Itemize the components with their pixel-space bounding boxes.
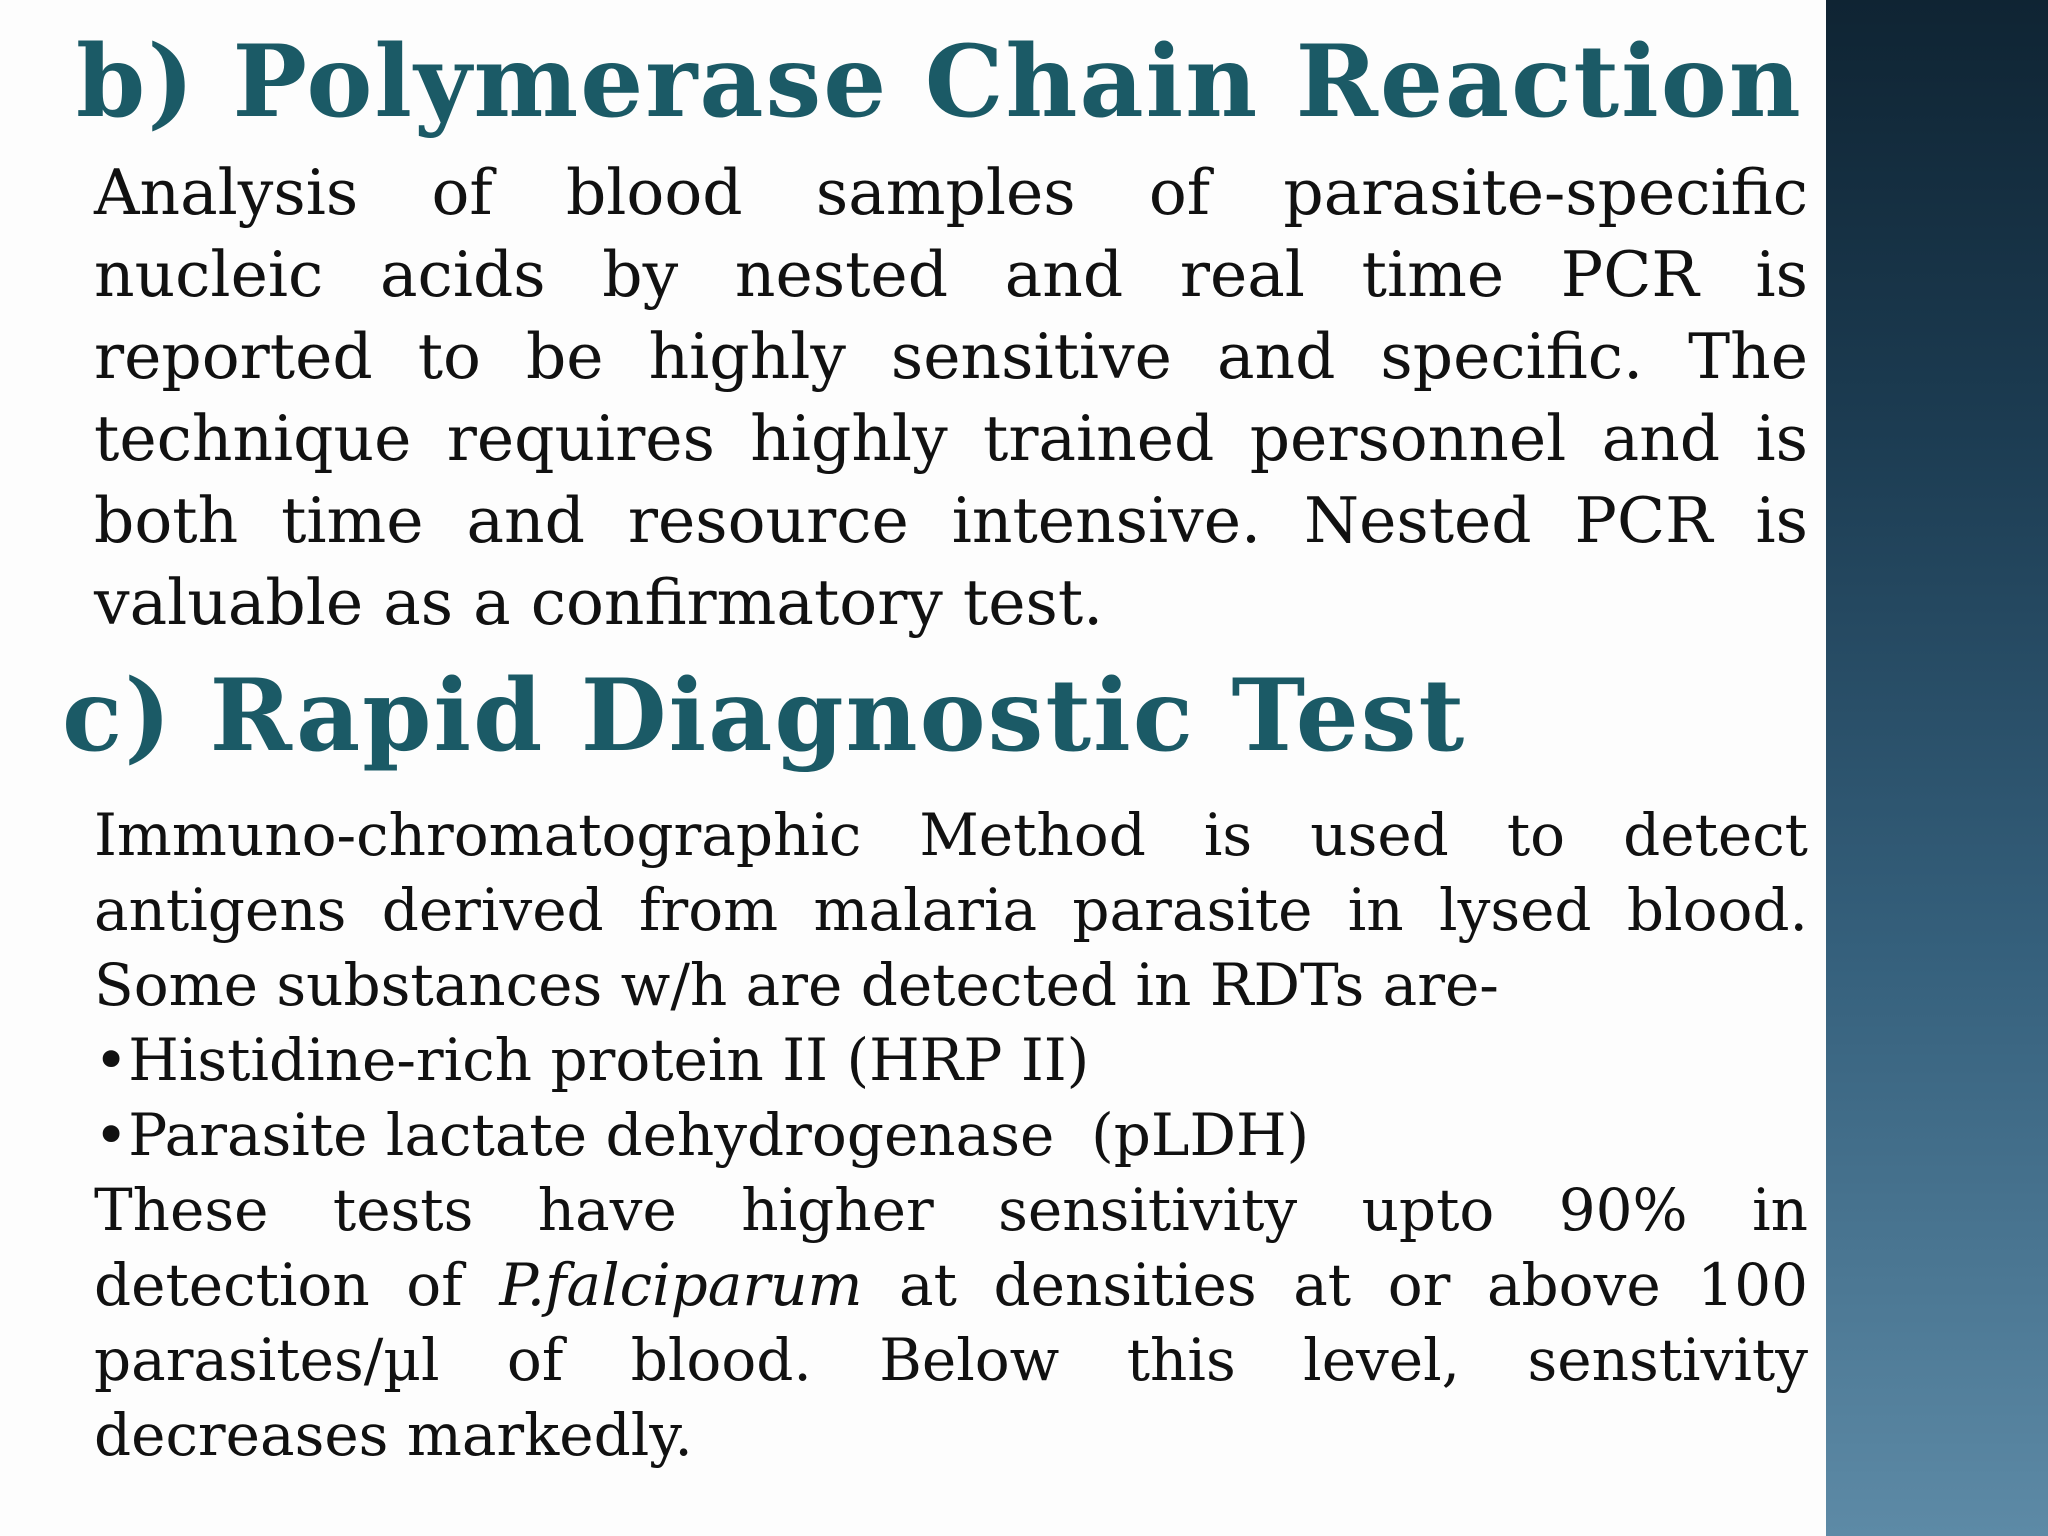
detection-line — [94, 1248, 1808, 1323]
detection-prefix: detection of — [94, 1251, 500, 1319]
threshold-line: parasites/µl of blood. Below this level, senstivity — [94, 1326, 1808, 1394]
bullet-item — [94, 1098, 1808, 1173]
species-name: P.falciparum — [499, 1251, 863, 1319]
bullet-text: Parasite lactate dehydrogenase (pLDH) — [128, 1101, 1310, 1169]
rdt-intro-line: antigens derived from malaria parasite in lysed blood. — [94, 876, 1808, 944]
pcr-line: nucleic acids by nested and real time PCR is — [94, 238, 1808, 311]
rdt-intro-line: Immuno-chromatographic Method is used to detect — [94, 801, 1808, 869]
bullet-text: Histidine-rich protein II (HRP II) — [128, 1026, 1090, 1094]
pcr-line: Analysis of blood samples of parasite-specific — [94, 156, 1808, 229]
rdt-intro-line: Some substances w/h are detected in RDTs are- — [94, 951, 1499, 1019]
bullet-icon: • — [94, 1026, 129, 1094]
pcr-paragraph — [94, 152, 1808, 644]
bullet-item — [94, 1023, 1808, 1098]
rdt-heading: c) Rapid Diagnostic Test — [62, 658, 1467, 774]
rdt-paragraph — [94, 798, 1808, 1473]
bullet-icon: • — [94, 1101, 129, 1169]
closing-line: decreases markedly. — [94, 1401, 693, 1469]
side-gradient-band — [1826, 0, 2048, 1536]
pcr-line: both time and resource intensive. Nested PCR is — [94, 484, 1808, 557]
pcr-line: technique requires highly trained personnel and is — [94, 402, 1808, 475]
pcr-heading: b) Polymerase Chain Reaction — [76, 24, 1803, 140]
detection-suffix: at densities at or above 100 — [862, 1251, 1808, 1319]
pcr-line: valuable as a confirmatory test. — [94, 566, 1104, 639]
pcr-line: reported to be highly sensitive and specific. The — [94, 320, 1808, 393]
sensitivity-line: These tests have higher sensitivity upto 90% in — [94, 1176, 1808, 1244]
